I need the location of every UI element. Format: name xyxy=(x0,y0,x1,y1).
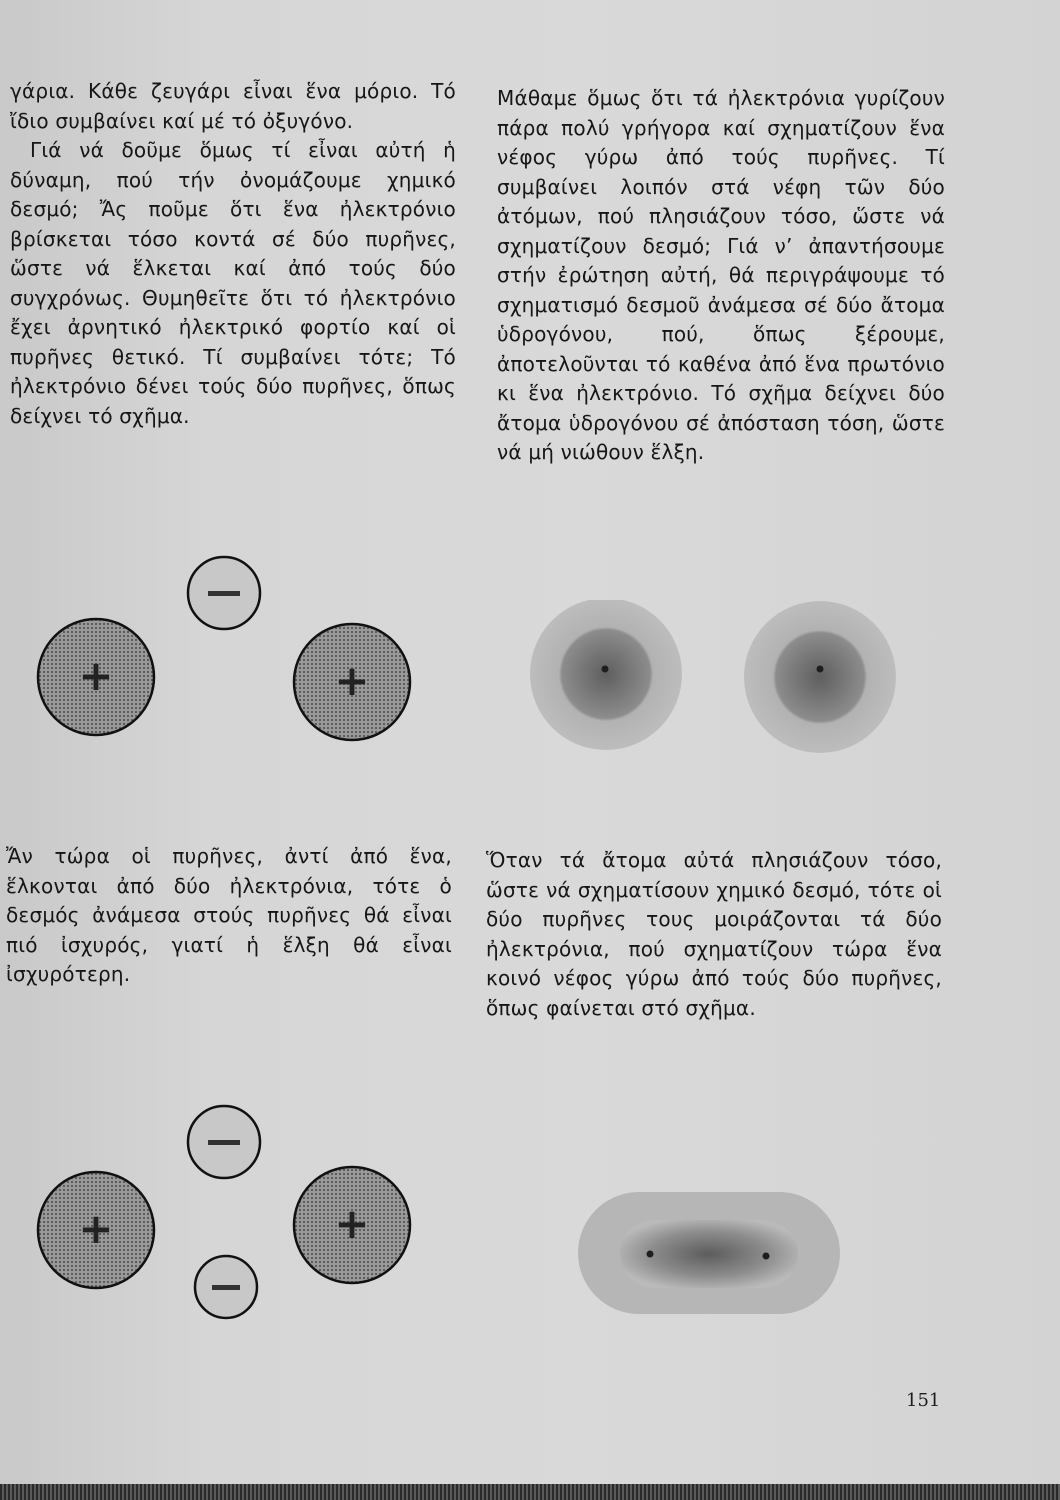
negative-charge-mark xyxy=(212,1285,240,1290)
positive-charge-label: + xyxy=(334,1199,370,1248)
hydrogen-atom-left xyxy=(530,600,682,750)
left-paragraph-3: Ἄν τώρα οἱ πυρῆνες, ἀντί ἀπό ἕνα, ἕλκονται ἀπό δύο ἠλεκτρόνια, τότε ὁ δεσμός ἀνάμεσα στούς πυρῆνες θά εἶναι πιό ἰσχυρός, γιατί ἡ ἕλξη θά εἶναι ἰσχυρότερη. xyxy=(6,844,452,986)
proton-dot-right xyxy=(763,1253,770,1260)
positive-charge-label: + xyxy=(78,1204,114,1253)
electron-upper xyxy=(188,1106,260,1178)
figure-hydrogen-molecule xyxy=(570,1180,850,1320)
left-column-bottom-text xyxy=(6,842,452,990)
left-paragraph-1: γάρια. Κάθε ζευγάρι εἶναι ἕνα μόριο. Τό ἴδιο συμβαίνει καί μέ τό ὀξυγόνο. xyxy=(10,79,456,133)
proton-dot xyxy=(817,666,824,673)
figure-two-hydrogen-atoms xyxy=(528,600,898,770)
nucleus-left xyxy=(38,619,154,735)
positive-charge-label: + xyxy=(334,656,370,705)
electron-lower xyxy=(195,1256,257,1318)
figure-two-electron-bond xyxy=(30,1100,430,1320)
nucleus-right xyxy=(294,1167,410,1283)
nucleus-right xyxy=(294,624,410,740)
proton-dot xyxy=(602,666,609,673)
figure-one-electron-bond xyxy=(30,550,430,750)
right-paragraph-2: Ὅταν τά ἄτομα αὐτά πλησιάζουν τόσο, ὥστε νά σχηματίσουν χημικό δεσμό, τότε οἱ δύο πυρῆνες τους μοιράζονται τά δύο ἠλεκτρόνια, πού σχηματίζουν τώρα ἕνα κοινό νέφος γύρω ἀπό τούς δύο πυρῆνες, ὅπως φαίνεται στό σχῆμα. xyxy=(486,848,942,1020)
left-column-top-text xyxy=(10,77,456,431)
right-column-bottom-text xyxy=(486,846,942,1023)
nucleus-left xyxy=(38,1172,154,1288)
positive-charge-label: + xyxy=(78,651,114,700)
right-paragraph-1: Μάθαμε ὅμως ὅτι τά ἠλεκτρόνια γυρίζουν πάρα πολύ γρήγορα καί σχηματίζουν ἕνα νέφος γύρω ἀπό τούς πυρῆνες. Τί συμβαίνει λοιπόν στά νέφη τῶν δύο ἀτόμων, πού πλησιάζουν τόσο, ὥστε νά σχηματίζουν δεσμό; Γιά ν’ ἀπαντήσουμε στήν ἐρώτηση αὐτή, θά περιγράψουμε τό σχηματισμό δεσμοῦ ἀνάμεσα σέ δύο ἄτομα ὑδρογόνου, πού, ὅπως ξέρουμε, ἀποτελοῦνται τό καθένα ἀπό ἕνα πρωτόνιο κι ἕνα ἠλεκτρόνιο. Τό σχῆμα δείχνει δύο ἄτομα ὑδρογόνου σέ ἀπόσταση τόση, ὥστε νά μή νιώθουν ἕλξη. xyxy=(497,86,945,464)
negative-charge-mark xyxy=(208,591,240,596)
negative-charge-mark xyxy=(208,1140,240,1145)
page-number: 151 xyxy=(906,1390,941,1411)
right-column-top-text xyxy=(497,84,945,468)
electron xyxy=(188,557,260,629)
left-paragraph-2: Γιά νά δοῦμε ὅμως τί εἶναι αὐτή ἡ δύναμη, πού τήν ὀνομάζουμε χημικό δεσμό; Ἄς ποῦμε ὅτι ἕνα ἠλεκτρόνιο βρίσκεται τόσο κοντά σέ δύο πυρῆνες, ὥστε νά ἕλκεται καί ἀπό τούς δύο συγχρόνως. Θυμηθεῖτε ὅτι τό ἠλεκτρόνιο ἔχει ἀρνητικό ἠλεκτρικό φορτίο καί οἱ πυρῆνες θετικό. Τί συμβαίνει τότε; Τό ἠλεκτρόνιο δένει τούς δύο πυρῆνες, ὅπως δείχνει τό σχῆμα. xyxy=(10,138,456,428)
proton-dot-left xyxy=(647,1251,654,1258)
scan-edge-strip xyxy=(0,1484,1060,1500)
hydrogen-atom-right xyxy=(744,601,896,753)
